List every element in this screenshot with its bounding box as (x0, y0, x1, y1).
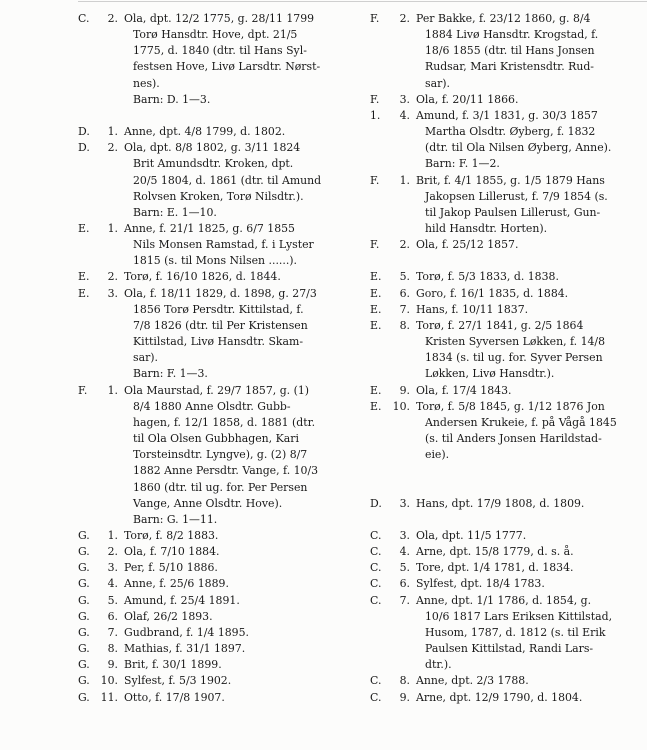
genealogy-entry (78, 609, 348, 625)
blank-line (370, 512, 640, 528)
entry-number: 9. (399, 690, 410, 704)
top-rule (78, 1, 647, 2)
entry-text-line: Torø Hansdtr. Hove, dpt. 21/5 (133, 28, 298, 42)
genealogy-entry (78, 690, 348, 706)
entry-text-line: Gudbrand, f. 1/4 1895. (124, 625, 249, 639)
generation-label: F. (370, 92, 380, 106)
entry-number: 1. (399, 173, 410, 187)
entry-text-line: Torø, f. 8/2 1883. (124, 528, 219, 542)
entry-text-line: Anne, dpt. 4/8 1799, d. 1802. (124, 125, 286, 139)
generation-label: E. (78, 222, 90, 236)
entry-text-line: Torø, f. 16/10 1826, d. 1844. (124, 270, 281, 284)
generation-label: F. (370, 238, 380, 252)
entry-number: 2. (399, 238, 410, 252)
generation-label: C. (370, 528, 382, 542)
entry-text-line: 1882 Anne Persdtr. Vange, f. 10/3 (133, 464, 319, 478)
entry-text-line: Vange, Anne Olsdtr. Hove). (133, 496, 283, 510)
blank-line (78, 108, 348, 124)
entry-number: 4. (399, 545, 410, 559)
genealogy-entry (370, 173, 640, 238)
generation-label: G. (78, 577, 90, 591)
entry-text-line: Ola, dpt. 8/8 1802, g. 3/11 1824 (124, 141, 301, 155)
generation-label: C. (370, 674, 382, 688)
generation-label: C. (370, 577, 382, 591)
genealogy-entry (78, 576, 348, 592)
generation-label: G. (78, 625, 90, 639)
entry-text-line: Martha Olsdtr. Øyberg, f. 1832 (425, 125, 596, 139)
genealogy-entry (370, 576, 640, 592)
generation-label: G. (78, 690, 90, 704)
entry-number: 11. (100, 690, 118, 704)
entry-text-line: Ola, f. 25/12 1857. (416, 238, 519, 252)
entry-text-line: Hans, dpt. 17/9 1808, d. 1809. (416, 496, 585, 510)
entry-number: 6. (107, 609, 118, 623)
generation-label: D. (370, 496, 382, 510)
genealogy-entry (370, 593, 640, 674)
entry-number: 10. (392, 399, 410, 413)
entry-number: 5. (399, 270, 410, 284)
entry-text-line: (s. til Anders Jonsen Harildstad- (425, 432, 602, 446)
entry-number: 3. (399, 528, 410, 542)
genealogy-entry (78, 544, 348, 560)
entry-number: 3. (399, 92, 410, 106)
entry-text-line: Anne, dpt. 1/1 1786, d. 1854, g. (416, 593, 592, 607)
entry-text-line: dtr.). (425, 658, 452, 672)
entry-text-line: til Ola Olsen Gubbhagen, Kari (133, 432, 299, 446)
generation-label: E. (370, 270, 382, 284)
entry-text-line: Torø, f. 27/1 1841, g. 2/5 1864 (416, 318, 584, 332)
entry-text-line: Jakopsen Lillerust, f. 7/9 1854 (s. (425, 189, 608, 203)
entry-text-line: eie). (425, 448, 450, 462)
entry-number: 2. (107, 270, 118, 284)
genealogy-entry (370, 673, 640, 689)
genealogy-entry (78, 11, 348, 108)
entry-text-line: Husom, 1787, d. 1812 (s. til Erik (425, 625, 606, 639)
generation-label: E. (78, 270, 90, 284)
entry-text-line: 20/5 1804, d. 1861 (dtr. til Amund (133, 173, 322, 187)
entry-text-line: Goro, f. 16/1 1835, d. 1884. (416, 286, 569, 300)
generation-label: C. (370, 561, 382, 575)
generation-label: E. (370, 318, 382, 332)
generation-label: E. (370, 286, 382, 300)
children-reference: Barn: F. 1—2. (425, 157, 500, 171)
entry-number: 3. (107, 561, 118, 575)
entry-number: 6. (399, 577, 410, 591)
entry-text-line: Amund, f. 3/1 1831, g. 30/3 1857 (416, 108, 598, 122)
entry-text-line: Per, f. 5/10 1886. (124, 561, 218, 575)
entry-number: 5. (399, 561, 410, 575)
entry-number: 4. (107, 577, 118, 591)
entry-text-line: til Jakop Paulsen Lillerust, Gun- (425, 205, 601, 219)
genealogy-entry (78, 383, 348, 528)
entry-number: 8. (107, 642, 118, 656)
generation-label: G. (78, 593, 90, 607)
entry-text-line: Løkken, Livø Hansdtr.). (425, 367, 555, 381)
genealogy-entry (370, 560, 640, 576)
entry-text-line: hagen, f. 12/1 1858, d. 1881 (dtr. (133, 415, 316, 429)
generation-label: E. (370, 383, 382, 397)
entry-text-line: 1860 (dtr. til ug. for. Per Persen (133, 480, 308, 494)
entry-text-line: Ola, f. 7/10 1884. (124, 545, 220, 559)
genealogy-entry (370, 383, 640, 399)
entry-text-line: Andersen Krukeie, f. på Vågå 1845 (425, 415, 617, 429)
entry-number: 9. (399, 383, 410, 397)
entry-text-line: Per Bakke, f. 23/12 1860, g. 8/4 (416, 12, 591, 25)
generation-label: F. (370, 173, 380, 187)
entry-number: 3. (399, 496, 410, 510)
entry-number: 2. (107, 545, 118, 559)
children-reference: Barn: F. 1—3. (133, 367, 208, 381)
entry-number: 1. (107, 383, 118, 397)
entry-number: 2. (107, 12, 118, 25)
entry-text-line: Rudsar, Mari Kristensdtr. Rud- (425, 60, 594, 74)
children-reference: Barn: E. 1—10. (133, 205, 217, 219)
entry-text-line: sar). (425, 76, 450, 90)
entry-number: 6. (399, 286, 410, 300)
generation-label: C. (370, 690, 382, 704)
generation-label: C. (370, 593, 382, 607)
generation-label: E. (370, 399, 382, 413)
entry-number: 7. (399, 302, 410, 316)
entry-number: 8. (399, 318, 410, 332)
entry-text-line: Amund, f. 25/4 1891. (124, 593, 240, 607)
entry-number: 4. (399, 108, 410, 122)
genealogy-entry (78, 560, 348, 576)
genealogy-entry (78, 528, 348, 544)
entry-number: 1. (107, 528, 118, 542)
entry-text-line: Ola, f. 18/11 1829, d. 1898, g. 27/3 (124, 286, 317, 300)
generation-label: G. (78, 642, 90, 656)
entry-text-line: Ola, f. 17/4 1843. (416, 383, 512, 397)
generation-label: F. (78, 383, 88, 397)
entry-text-line: Torø, f. 5/8 1845, g. 1/12 1876 Jon (416, 399, 605, 413)
blank-line (370, 253, 640, 269)
entry-text-line: Paulsen Kittilstad, Randi Lars- (425, 642, 594, 656)
entry-number: 10. (100, 674, 118, 688)
genealogy-entry (78, 593, 348, 609)
genealogy-entry (78, 124, 348, 140)
genealogy-entry (78, 625, 348, 641)
genealogy-entry (370, 690, 640, 706)
generation-label: D. (78, 125, 90, 139)
generation-label: D. (78, 141, 90, 155)
entry-text-line: 8/4 1880 Anne Olsdtr. Gubb- (133, 399, 291, 413)
entry-text-line: Anne, dpt. 2/3 1788. (416, 674, 529, 688)
genealogy-entry (370, 318, 640, 383)
children-reference: Barn: D. 1—3. (133, 92, 211, 106)
entry-text-line: Kristen Syversen Løkken, f. 14/8 (425, 335, 606, 349)
genealogy-entry (78, 221, 348, 269)
children-reference: Barn: G. 1—11. (133, 512, 218, 526)
entry-text-line: 18/6 1855 (dtr. til Hans Jonsen (425, 44, 595, 58)
entry-text-line: 1775, d. 1840 (dtr. til Hans Syl- (133, 44, 307, 58)
right-column (370, 11, 640, 706)
entry-number: 2. (399, 12, 410, 25)
entry-text-line: Otto, f. 17/8 1907. (124, 690, 225, 704)
generation-label: G. (78, 658, 90, 672)
genealogy-entry (370, 544, 640, 560)
entry-text-line: Sylfest, f. 5/3 1902. (124, 674, 232, 688)
generation-label: C. (370, 545, 382, 559)
entry-text-line: Anne, f. 25/6 1889. (124, 577, 229, 591)
generation-label: G. (78, 528, 90, 542)
entry-text-line: Tore, dpt. 1/4 1781, d. 1834. (416, 561, 574, 575)
genealogy-entry (370, 496, 640, 512)
generation-label: G. (78, 561, 90, 575)
entry-text-line: 10/6 1817 Lars Eriksen Kittilstad, (425, 609, 613, 623)
genealogy-entry (78, 641, 348, 657)
genealogy-entry (370, 399, 640, 464)
entry-text-line: Brit Amundsdtr. Kroken, dpt. (133, 157, 294, 171)
entry-text-line: hild Hansdtr. Horten). (425, 222, 548, 236)
entry-text-line: Arne, dpt. 12/9 1790, d. 1804. (416, 690, 583, 704)
entry-text-line: 1884 Livø Hansdtr. Krogstad, f. (425, 28, 599, 42)
genealogy-entry (78, 286, 348, 383)
entry-text-line: Ola Maurstad, f. 29/7 1857, g. (1) (124, 383, 310, 397)
blank-line (370, 463, 640, 479)
generation-label: C. (78, 12, 90, 25)
entry-text-line: festsen Hove, Livø Larsdtr. Nørst- (133, 60, 321, 74)
entry-text-line: Anne, f. 21/1 1825, g. 6/7 1855 (124, 222, 295, 236)
genealogy-entry (370, 108, 640, 173)
generation-label: E. (370, 302, 382, 316)
entry-text-line: Ola, dpt. 12/2 1775, g. 28/11 1799 (124, 12, 315, 25)
entry-text-line: Arne, dpt. 15/8 1779, d. s. å. (416, 545, 574, 559)
entry-text-line: Torø, f. 5/3 1833, d. 1838. (416, 270, 559, 284)
left-column (78, 11, 348, 706)
entry-text-line: nes). (133, 76, 160, 90)
entry-number: 9. (107, 658, 118, 672)
entry-text-line: Nils Monsen Ramstad, f. i Lyster (133, 238, 314, 252)
entry-text-line: 7/8 1826 (dtr. til Per Kristensen (133, 318, 308, 332)
genealogy-entry (370, 286, 640, 302)
entry-number: 7. (399, 593, 410, 607)
entry-text-line: Ola, f. 20/11 1866. (416, 92, 519, 106)
genealogy-entry (370, 302, 640, 318)
entry-text-line: Sylfest, dpt. 18/4 1783. (416, 577, 545, 591)
entry-text-line: Brit, f. 4/1 1855, g. 1/5 1879 Hans (416, 173, 605, 187)
generation-label: G. (78, 609, 90, 623)
genealogy-entry (78, 140, 348, 221)
genealogy-entry (370, 11, 640, 92)
entry-text-line: 1856 Torø Persdtr. Kittilstad, f. (133, 302, 304, 316)
entry-text-line: Mathias, f. 31/1 1897. (124, 642, 246, 656)
blank-line (370, 480, 640, 496)
entry-text-line: Olaf, 26/2 1893. (124, 609, 213, 623)
generation-label: F. (370, 12, 380, 25)
entry-text-line: 1815 (s. til Mons Nilsen ......). (133, 254, 298, 268)
entry-text-line: 1834 (s. til ug. for. Syver Persen (425, 351, 603, 365)
genealogy-entry (370, 269, 640, 285)
entry-text-line: (dtr. til Ola Nilsen Øyberg, Anne). (425, 141, 612, 155)
generation-label: 1. (370, 108, 381, 122)
genealogy-entry (78, 269, 348, 285)
genealogy-entry (370, 237, 640, 253)
generation-label: G. (78, 545, 90, 559)
genealogy-entry (78, 673, 348, 689)
entry-text-line: Rolvsen Kroken, Torø Nilsdtr.). (133, 189, 304, 203)
entry-text-line: Torsteinsdtr. Lyngve), g. (2) 8/7 (133, 448, 308, 462)
genealogy-entry (370, 528, 640, 544)
entry-text-line: Ola, dpt. 11/5 1777. (416, 528, 527, 542)
entry-number: 5. (107, 593, 118, 607)
generation-label: E. (78, 286, 90, 300)
genealogy-entry (370, 92, 640, 108)
genealogy-entry (78, 657, 348, 673)
entry-text-line: Brit, f. 30/1 1899. (124, 658, 222, 672)
entry-text-line: Hans, f. 10/11 1837. (416, 302, 529, 316)
entry-number: 1. (107, 222, 118, 236)
entry-text-line: sar). (133, 351, 158, 365)
entry-number: 7. (107, 625, 118, 639)
entry-number: 2. (107, 141, 118, 155)
entry-number: 8. (399, 674, 410, 688)
entry-number: 1. (107, 125, 118, 139)
entry-number: 3. (107, 286, 118, 300)
generation-label: G. (78, 674, 90, 688)
entry-text-line: Kittilstad, Livø Hansdtr. Skam- (133, 335, 304, 349)
